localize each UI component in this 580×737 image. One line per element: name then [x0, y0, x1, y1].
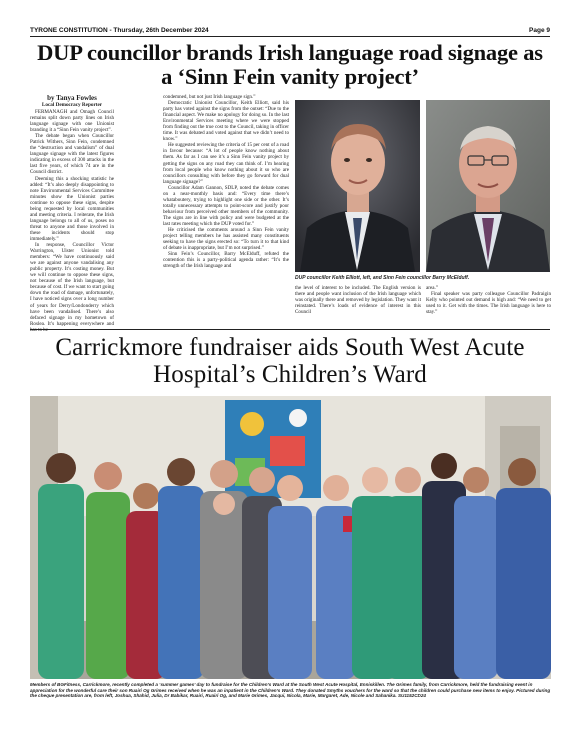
article1-col4-para: Final speaker was party colleague Councillor Padraigin Kelly who pointed out demand is high and: “We need to get used to it. Get with the times. The Irish language is here to stay.”: [426, 291, 551, 316]
article1-col1-para: The debate began when Councillor Patrick Withers, Sinn Fein, condemned the “destruction and vandalism” of dual language signage with the latest figures indicating in excess of 300 attacks in the last five years, of which 74 are in the Council district.: [30, 133, 114, 176]
article2-headline: Carrickmore fundraiser aids South West Acute Hospital’s Children’s Ward: [55, 334, 525, 388]
article1-col1-para: In response, Councillor Victor Warrington, Ulster Unionist told members: “We have continuously said we are against anyone vandalising any public property. It’s costing money. But we will continue to oppose these signs, not because of the Irish language, but because of cost. If we want to start going down the road of damage, unfortunately, I have noticed signs over a long number of years for Derry/Londonderry which have been vandalised. There’s also defaced signage in my hometown of Roslea. It’s happening everywhere and has to be: [30, 242, 114, 333]
article1-col1-para: FERMANAGH and Omagh Council remains split down party lines on Irish language signage with one Unionist branding it a “Sinn Fein vanity project”.: [30, 109, 114, 134]
article1-col1-para: Deeming this a shocking statistic he added: “It’s also deeply disappointing to note Environmental Services Committee minutes show the Unionist parties continue to oppose these signs, despite being requested by local communities and meeting criteria. I reiterate, the Irish language belongs to all of us, poses no threat to anyone and those involved in these incidents should stop immediately.”: [30, 175, 114, 242]
masthead-rule: [30, 36, 550, 37]
photo-keith-elliott: [295, 100, 420, 272]
group-photo-illustration: [30, 396, 551, 679]
article1-column-2: [163, 94, 289, 269]
article1-col2-para: Councillor Adam Gannon, SDLP, noted the debate comes on a near-monthly basis and: “Every time there’s whataboutery, trying to highlight one side or the other. It’s totally unnecessary attempts to point-score and justify poor behaviour from perceived other members of the community. The signs are in line with policy and were budgeted at the last rates meeting which the DUP voted for.”: [163, 184, 289, 227]
article1-photo-caption: DUP councillor Keith Elliott, left, and Sinn Fein councillor Barry McElduff.: [295, 275, 470, 281]
photo-barry-mcelduff: [426, 100, 550, 272]
article1-col2-para: condemned, but not just Irish language sign.”: [163, 94, 256, 100]
article1-headline: DUP councillor brands Irish language road signage as a ‘Sinn Fein vanity project’: [37, 40, 543, 89]
article2-photo-caption: Members of BGFitness, Carrickmore, recently completed a ‘summer games’ day to fundraise for the Children’s Ward at the South West Acute Hospital, Enniskillen. The Grimes family, from Carrickmore, held the fundraising event in appreciation for the wonderful care their son Ruairi Og Grimes received when he was an inpatient in the Children’s Ward. They donated Smyths vouchers for the ward so that the children could purchase new items to enjoy. Pictured during the cheque presentation are, from left, Joshua, Shahid, Julia, Dr Babikar, Ruairi, Ruairi Og, and Marie Grimes, Jacqui, Nicola, Marie, Margaret, Ade, Nicole and Sahanika. SU1152CD24: [30, 682, 551, 699]
portrait-keith-elliott: [295, 100, 420, 272]
article1-col3-para: the level of interest to be included. The English version is there and people want inclusion of the Irish language which was originally there and removed by legislation. They want it reinstated. There’s loads of evidence of interest in this Council: [295, 285, 421, 316]
article1-col2-para: Democratic Unionist Councillor, Keith Elliott, said his party has voted against the signs from the outset: “Due to the financial aspect. We make no apology for doing so. In the last Environmental Services meeting where we were stopped from finding out the true cost to the Council, taking in officer time. It was debated and voted against that we didn’t need to know.”: [163, 100, 289, 143]
article1-col2-para: He criticised the comments around a Sinn Fein vanity project telling members he has assisted many constituents seeking to have the signs erected so: “To turn it to that kind of debate is inappropriate, but I’m not surprised.”: [163, 227, 289, 252]
portrait-barry-mcelduff: [426, 100, 550, 272]
article1-column-3: [295, 285, 421, 315]
article1-byline-role: Local Democracy Reporter: [41, 102, 103, 108]
article-divider: [30, 329, 550, 330]
article1-col2-para: Sinn Fein’s Councillor, Barry McElduff, refuted the contention this is a party-political agenda rather: “It’s the strength of the Irish language and: [163, 251, 289, 270]
article1-column-4: [426, 285, 551, 315]
article1-column-1: [30, 94, 114, 333]
article1-col2-para: He suggested reviewing the criteria of 15 per cent of a road in favour because: “A lot of people know nothing about them. As far as I can see it’s a Sinn Fein vanity project by getting the signs on any road they can think of. I’m hearing from local people who know nothing about it so who are councillors consulting with before they go forward for dual language signage?”: [163, 142, 289, 185]
masthead-date: TYRONE CONSTITUTION - Thursday, 26th December 2024: [30, 27, 209, 34]
article1-byline: by Tanya Fowles: [47, 94, 97, 102]
photo-group-cheque-presentation: [30, 396, 551, 679]
article1-col4-para: area.”: [426, 285, 439, 291]
page-number: Page 9: [529, 27, 550, 34]
